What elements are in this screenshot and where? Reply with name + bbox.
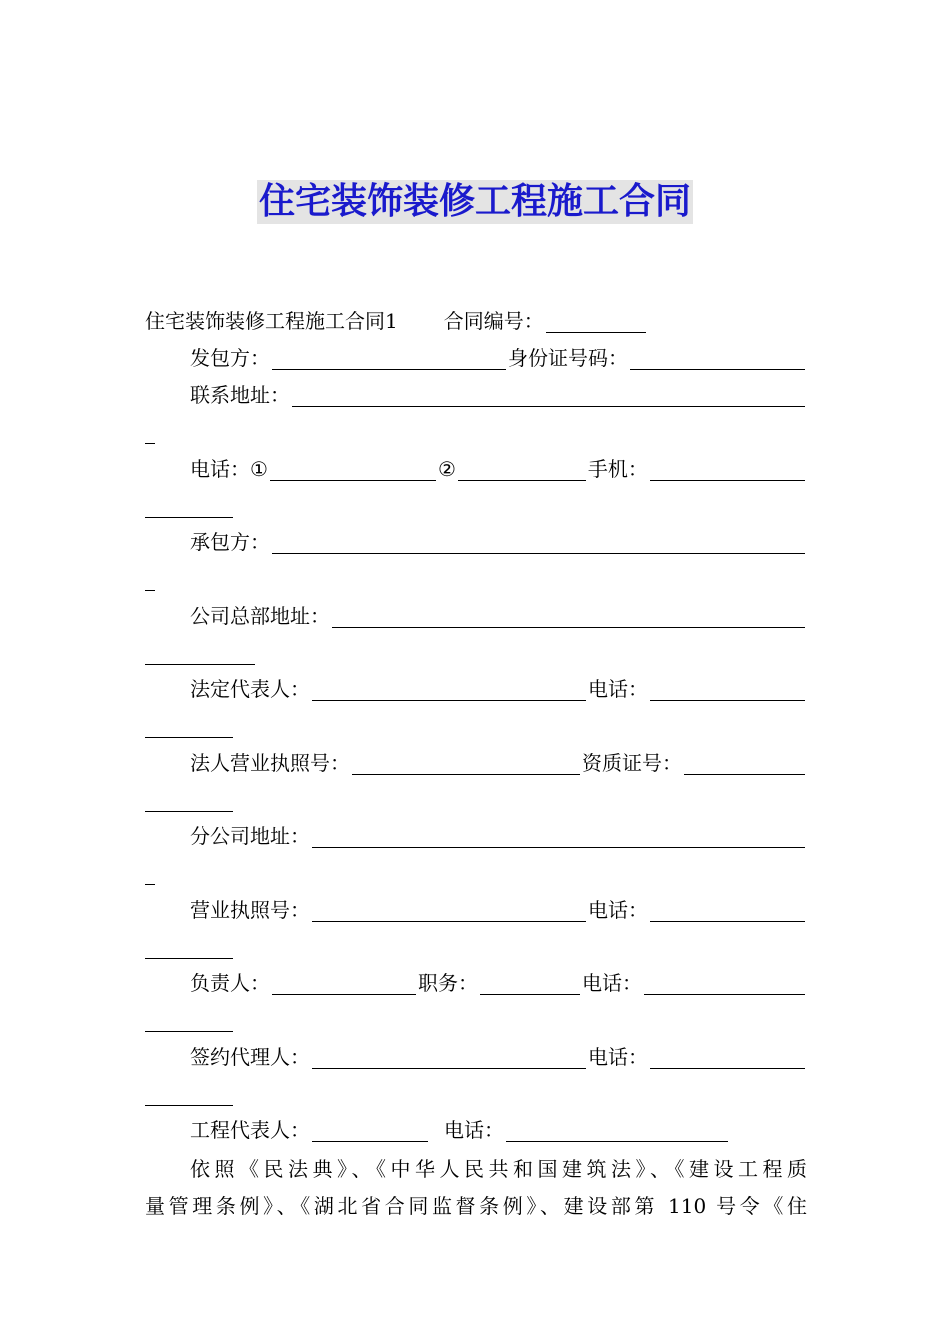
legal-rep-line: [190, 673, 807, 705]
license-label: 法人营业执照号：: [190, 751, 350, 775]
agent-phone-blank[interactable]: [650, 1067, 805, 1069]
branch-phone-label: 电话：: [588, 898, 648, 922]
party-b-name-blank[interactable]: [272, 552, 805, 554]
contract-no-label: 合同编号：: [443, 309, 544, 333]
party-a-phone-1-blank[interactable]: [270, 479, 436, 481]
document-title: 住宅装饰装修工程施工合同: [258, 181, 691, 222]
party-b-line: [190, 526, 807, 558]
party-a-id-blank[interactable]: [630, 368, 805, 370]
engineer-blank[interactable]: [312, 1140, 428, 1142]
engineer-label: 工程代表人：: [190, 1118, 310, 1142]
engineer-line: [190, 1114, 807, 1146]
manager-label: 负责人：: [190, 971, 270, 995]
license-line: [190, 747, 807, 779]
branch-address-line: [190, 820, 807, 852]
party-a-phone-line: [190, 453, 807, 485]
party-a-phone-2-blank[interactable]: [458, 479, 586, 481]
manager-phone-blank-cont[interactable]: [145, 1030, 233, 1032]
branch-license-line: [190, 894, 807, 926]
license-blank[interactable]: [352, 773, 580, 775]
branch-phone-blank-cont[interactable]: [145, 957, 233, 959]
legal-rep-phone-blank[interactable]: [650, 699, 805, 701]
party-a-label: 发包方：: [190, 346, 270, 370]
agent-line: [190, 1041, 807, 1073]
party-a-id-label: 身份证号码：: [508, 346, 628, 370]
engineer-phone-blank[interactable]: [506, 1140, 728, 1142]
manager-phone-label: 电话：: [582, 971, 642, 995]
phone-2-marker: ②: [437, 457, 456, 481]
party-b-hq-blank[interactable]: [332, 626, 805, 628]
party-a-mobile-label: 手机：: [587, 457, 648, 481]
contract-name: 住宅装饰装修工程施工合同1: [145, 309, 398, 333]
qualification-blank[interactable]: [684, 773, 805, 775]
qualification-label: 资质证号：: [582, 751, 682, 775]
position-blank[interactable]: [480, 993, 580, 995]
party-a-line: [190, 342, 807, 374]
legal-rep-blank[interactable]: [312, 699, 586, 701]
party-b-name-blank-cont[interactable]: [145, 589, 155, 591]
branch-address-label: 分公司地址：: [190, 824, 310, 848]
party-a-address-line: [190, 379, 807, 411]
phone-1-marker: ①: [250, 457, 268, 481]
legal-rep-phone-label: 电话：: [588, 677, 648, 701]
party-a-address-blank-cont[interactable]: [145, 442, 155, 444]
branch-address-blank-cont[interactable]: [145, 883, 155, 885]
branch-license-blank[interactable]: [312, 920, 586, 922]
body-paragraph-line-1: 依照《民法典》、《中华人民共和国建筑法》、《建设工程质: [190, 1157, 807, 1181]
agent-blank[interactable]: [312, 1067, 586, 1069]
qualification-blank-cont[interactable]: [145, 810, 233, 812]
agent-phone-blank-cont[interactable]: [145, 1104, 233, 1106]
branch-phone-blank[interactable]: [650, 920, 805, 922]
legal-rep-label: 法定代表人：: [190, 677, 310, 701]
party-b-hq-label: 公司总部地址：: [190, 604, 330, 628]
party-b-label: 承包方：: [190, 530, 270, 554]
party-b-hq-line: [190, 600, 807, 632]
party-a-phone-label: 电话：: [190, 457, 250, 481]
agent-phone-label: 电话：: [588, 1045, 648, 1069]
party-a-address-blank[interactable]: [292, 405, 805, 407]
branch-license-label: 营业执照号：: [190, 898, 310, 922]
manager-line: [190, 967, 807, 999]
party-a-address-label: 联系地址：: [190, 383, 290, 407]
contract-header-line: [145, 305, 807, 337]
party-a-name-blank[interactable]: [272, 368, 506, 370]
agent-label: 签约代理人：: [190, 1045, 310, 1069]
party-b-hq-blank-cont[interactable]: [145, 663, 255, 665]
engineer-phone-label: 电话：: [444, 1118, 504, 1142]
legal-rep-phone-blank-cont[interactable]: [145, 736, 233, 738]
body-paragraph-line-2: 量管理条例》、《湖北省合同监督条例》、建设部第 110 号令《住: [145, 1194, 807, 1218]
party-a-mobile-blank[interactable]: [650, 479, 805, 481]
manager-phone-blank[interactable]: [644, 993, 805, 995]
contract-no-blank[interactable]: [546, 331, 646, 333]
manager-blank[interactable]: [272, 993, 416, 995]
position-label: 职务：: [418, 971, 478, 995]
party-a-mobile-blank-cont[interactable]: [145, 516, 233, 518]
branch-address-blank[interactable]: [312, 846, 805, 848]
